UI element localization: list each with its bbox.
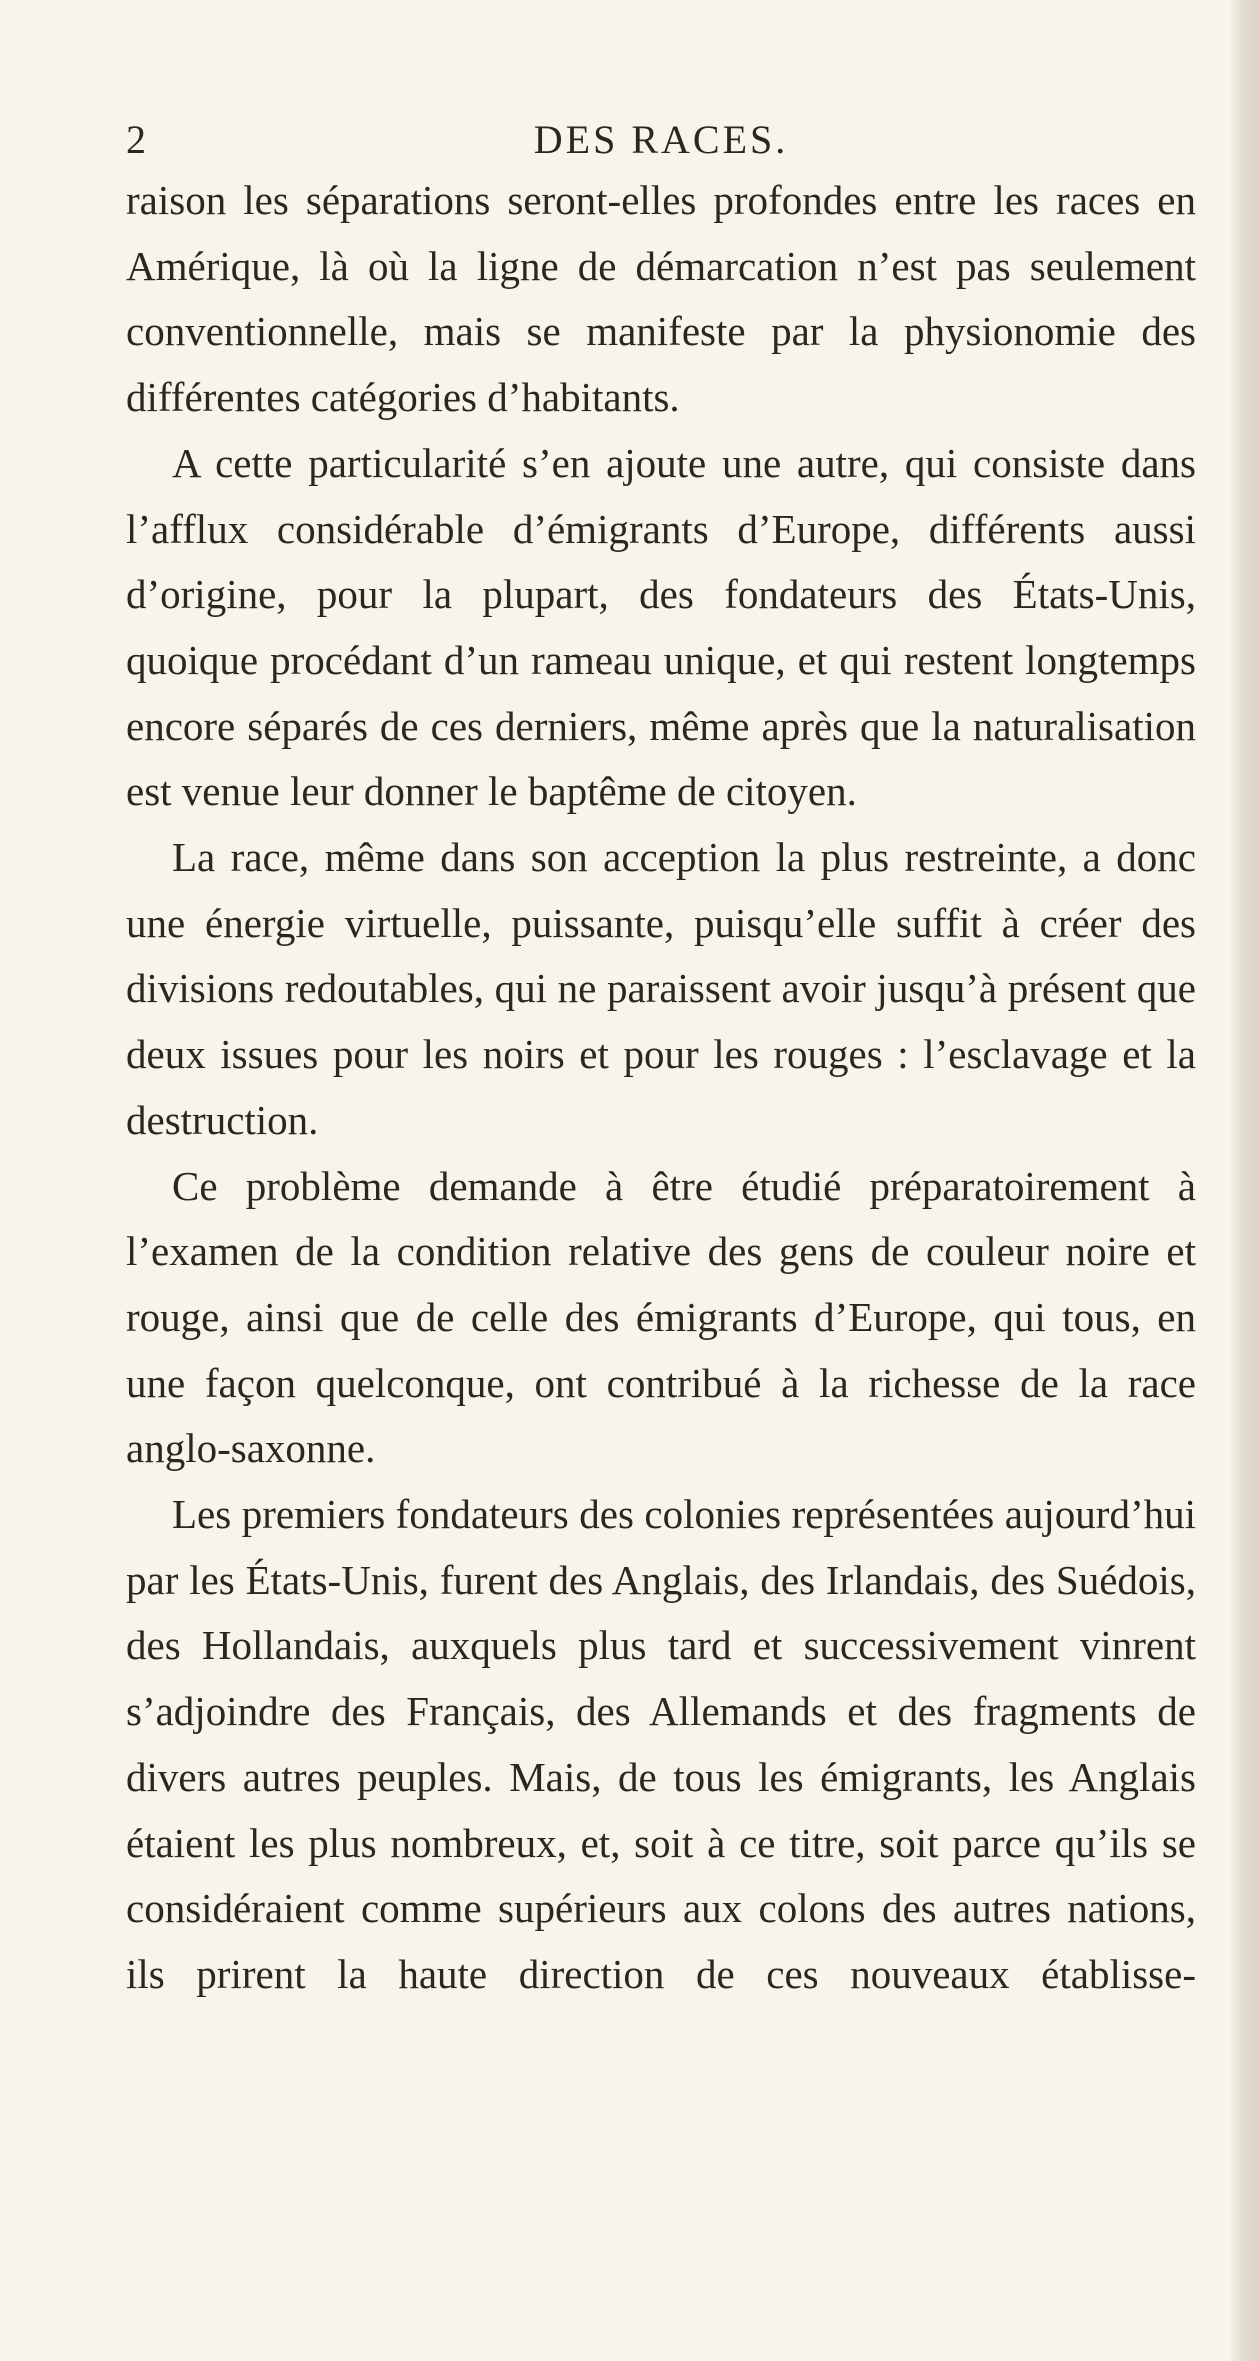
page-number: 2: [126, 117, 146, 162]
page-edge-shadow: [1229, 0, 1259, 2361]
running-title: DES RACES.: [533, 117, 789, 162]
page-header: [126, 110, 1196, 170]
paragraph: raison les séparations seront-elles profondes entre les races en Amérique, là où la ligne de démarcation n’est pas seulement conventionnelle, mais se manifeste par la physionomie des différentes catégories d’habitants.: [126, 177, 1196, 421]
paragraph: Ce problème demande à être étudié préparatoirement à l’examen de la condition relative des gens de couleur noire et rouge, ainsi que de celle des émigrants d’Europe, qui tous, en une façon quelconque, ont contribué à la richesse de la race anglo-saxonne.: [126, 1162, 1196, 1472]
paragraph: La race, même dans son acception la plus restreinte, a donc une énergie virtuelle, puissante, puisqu’elle suffit à créer des divisions redoutables, qui ne paraissent avoir jusqu’à présent que deux issues pour les noirs et pour les rouges : l’esclavage et la destruction.: [126, 834, 1196, 1143]
paragraph: Les premiers fondateurs des colonies représentées aujourd’hui par les États-Unis, furent des Anglais, des Irlandais, des Suédois, des Hollandais, auxquels plus tard et successivement vinrent s’adjoindre des Français, des Allemands et des fragments de divers autres peuples. Mais, de tous les émigrants, les Anglais étaient les plus nombreux, et, soit à ce titre, soit parce qu’ils se considéraient comme supérieurs aux colons des autres nations, ils prirent la haute direction de ces nouveaux établisse-: [126, 1491, 1196, 1997]
paragraph: A cette particularité s’en ajoute une autre, qui consiste dans l’afflux considérable d’émigrants d’Europe, différents aussi d’origine, pour la plupart, des fondateurs des États-Unis, quoique procédant d’un rameau unique, et qui restent longtemps encore séparés de ces derniers, même après que la naturalisation est venue leur donner le baptême de citoyen.: [126, 439, 1196, 815]
body-text: [126, 168, 1196, 2008]
